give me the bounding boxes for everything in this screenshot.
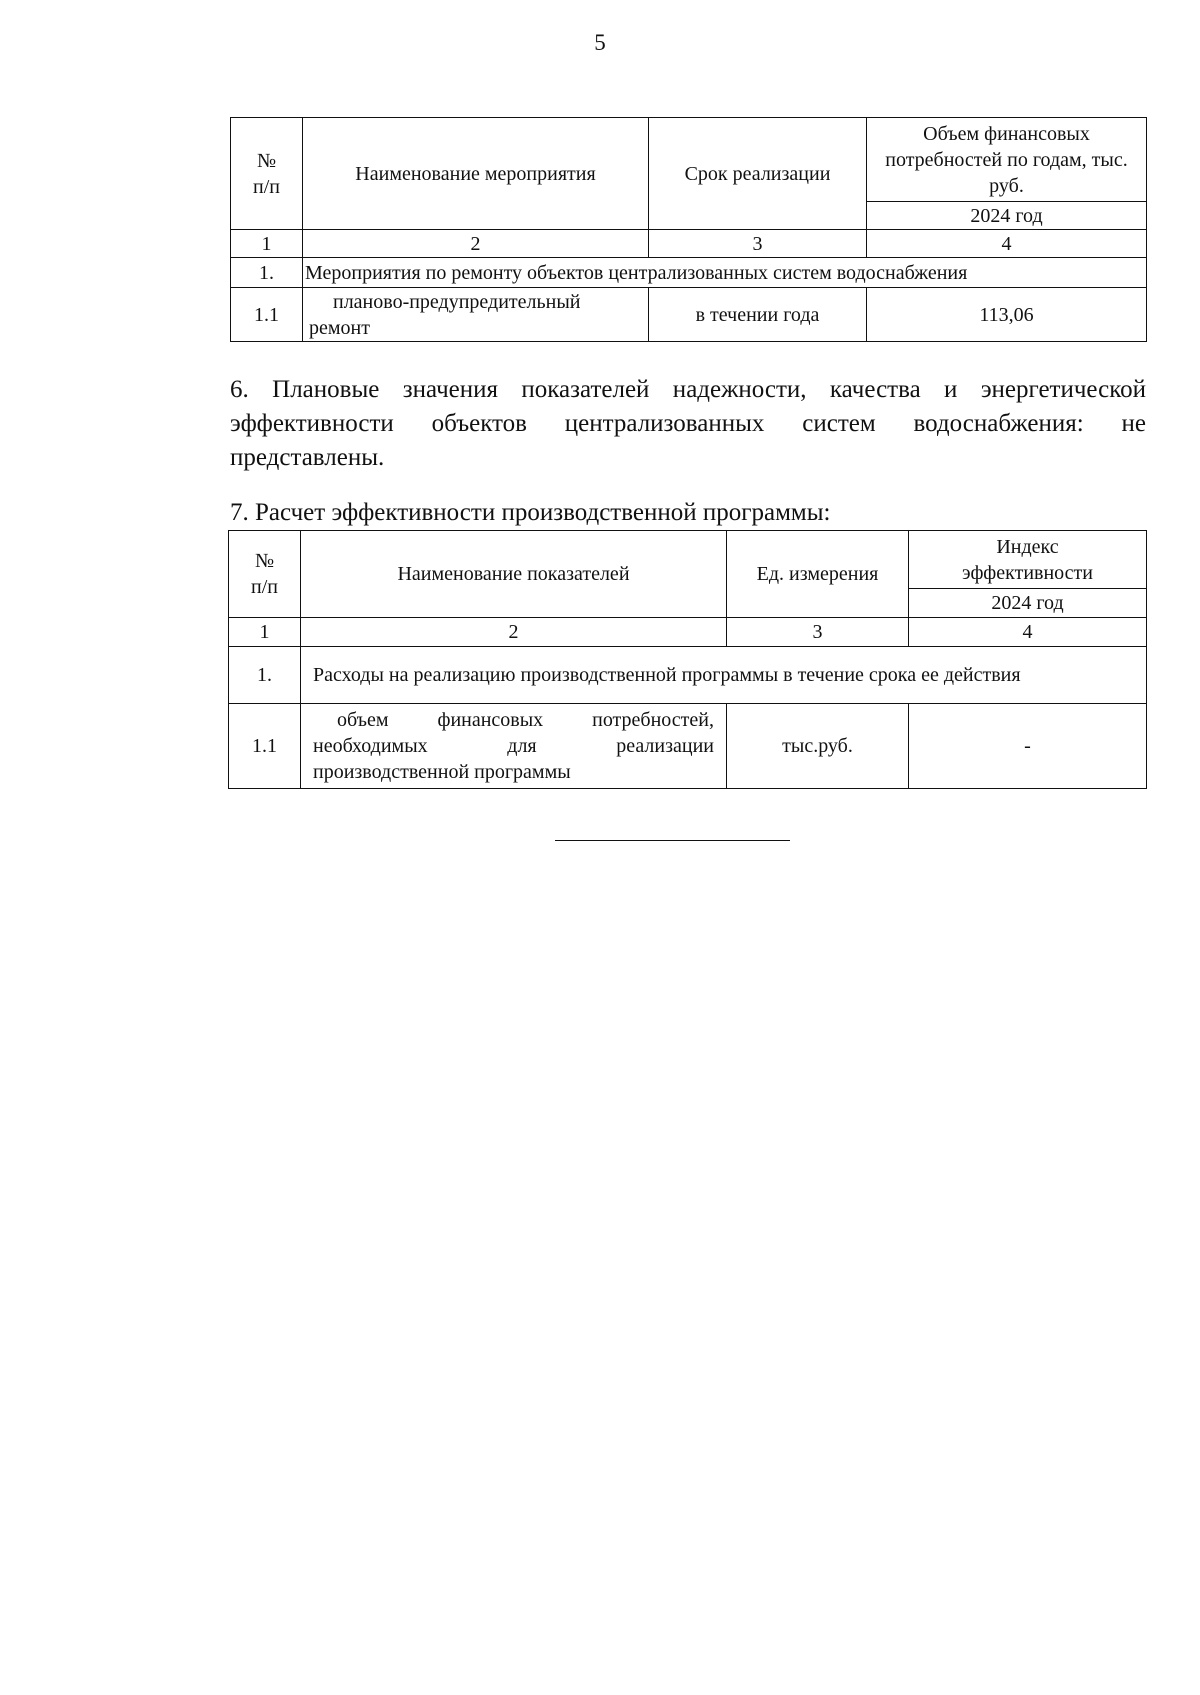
header-efficiency-index: Индекс эффективности xyxy=(909,531,1147,589)
row-indicator-name: объем финансовых потребностей, необходимых для реализации производственной программы xyxy=(301,704,727,789)
section-title: Расходы на реализацию производственной программы в течение срока ее действия xyxy=(301,647,1147,704)
row-term: в течении года xyxy=(649,288,867,342)
col-number-3: 3 xyxy=(649,230,867,258)
col-number-4: 4 xyxy=(909,618,1147,647)
row-value: 113,06 xyxy=(867,288,1147,342)
header-financial-volume: Объем финансовых потребностей по годам, тыс. руб. xyxy=(867,118,1147,202)
header-num: № п/п xyxy=(231,118,303,230)
header-indicator-name: Наименование показателей xyxy=(301,531,727,618)
row-value: - xyxy=(909,704,1147,789)
col-number-1: 1 xyxy=(231,230,303,258)
header-activity-name: Наименование мероприятия xyxy=(303,118,649,230)
efficiency-table xyxy=(228,530,1147,789)
section-title: Мероприятия по ремонту объектов централизованных систем водоснабжения xyxy=(303,258,1147,288)
activities-table xyxy=(230,117,1147,342)
signature-rule xyxy=(555,840,790,841)
header-term: Срок реализации xyxy=(649,118,867,230)
page-number: 5 xyxy=(594,30,606,55)
col-number-2: 2 xyxy=(301,618,727,647)
row-unit: тыс.руб. xyxy=(727,704,909,789)
table-row xyxy=(231,288,1147,342)
header-year: 2024 год xyxy=(867,202,1147,230)
row-num: 1.1 xyxy=(229,704,301,789)
section-6-text: 6. Плановые значения показателей надежности, качества и энергетической эффективности объектов централизованных систем водоснабжения: не представлены. xyxy=(230,376,1146,471)
header-num: № п/п xyxy=(229,531,301,618)
section-num: 1. xyxy=(231,258,303,288)
col-number-3: 3 xyxy=(727,618,909,647)
header-unit: Ед. измерения xyxy=(727,531,909,618)
header-year: 2024 год xyxy=(909,589,1147,618)
table-row xyxy=(229,704,1147,789)
col-number-1: 1 xyxy=(229,618,301,647)
col-number-4: 4 xyxy=(867,230,1147,258)
col-number-2: 2 xyxy=(303,230,649,258)
section-num: 1. xyxy=(229,647,301,704)
section-7-title: 7. Расчет эффективности производственной программы: xyxy=(230,499,831,526)
row-activity-name: планово-предупредительный ремонт xyxy=(303,288,649,342)
row-num: 1.1 xyxy=(231,288,303,342)
